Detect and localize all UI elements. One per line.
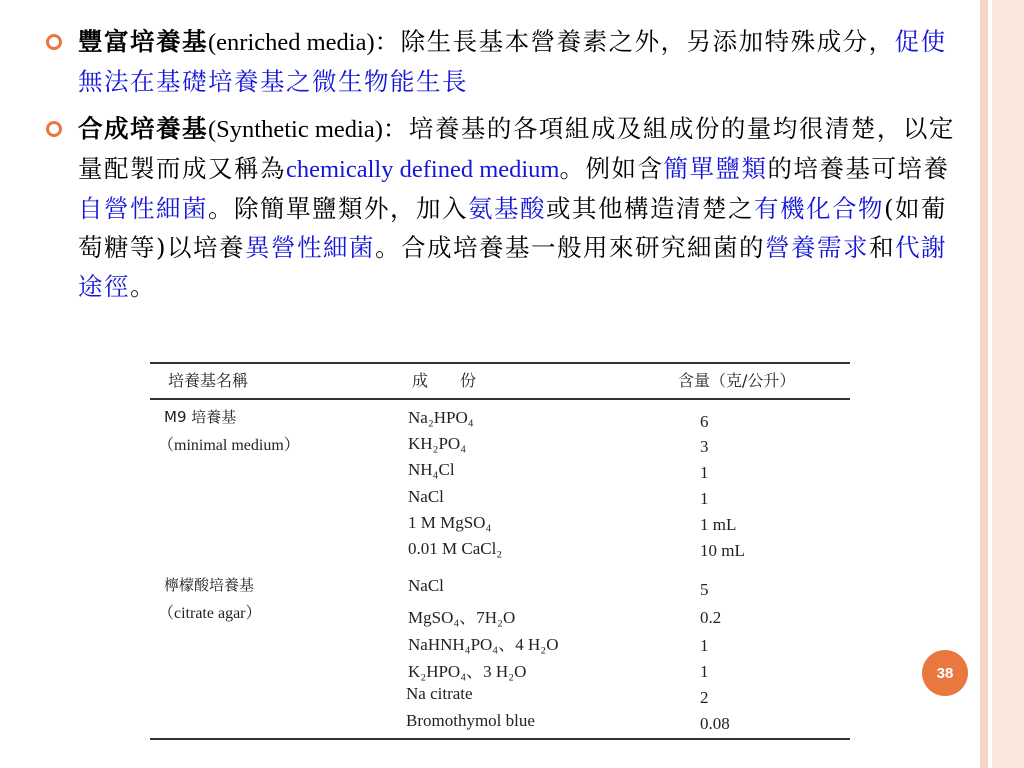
- term-en: (Synthetic media): [208, 116, 383, 143]
- highlight-en: chemically defined medium: [286, 156, 560, 183]
- text-segment: 的培養基可培養: [767, 154, 950, 183]
- bullet-icon: [46, 34, 62, 50]
- amount-cell: 1: [700, 463, 709, 482]
- component-cell: 0.01 M CaCl₂: [408, 539, 503, 558]
- bullet-enriched-media: [40, 22, 955, 101]
- component-cell: MgSO₄、7H₂O: [408, 608, 516, 627]
- component-cell: Na₂HPO₄: [408, 408, 474, 427]
- header-component: 成 份: [412, 371, 477, 390]
- text-segment: 和: [869, 233, 896, 262]
- group-name: M9 培養基: [164, 408, 237, 426]
- text-segment: 。合成培養基一般用來研究細菌的: [375, 233, 766, 262]
- highlight-text: 促使無法在基礎培養基之微生物能生長: [78, 27, 947, 96]
- table-bottom-rule: [150, 738, 850, 740]
- amount-cell: 1: [700, 489, 709, 508]
- component-cell: K₂HPO₄、3 H₂O: [408, 662, 527, 681]
- bullet-text: [78, 22, 955, 101]
- group-subtitle: （citrate agar）: [158, 605, 262, 622]
- group-subtitle: （minimal medium）: [158, 437, 300, 454]
- text-segment: (如葡萄糖等)以培養: [78, 194, 948, 262]
- highlight-text: 異營性細菌: [245, 233, 376, 262]
- table-top-rule: [150, 362, 850, 364]
- amount-cell: 2: [700, 688, 709, 707]
- text-segment: 。例如含: [559, 154, 664, 183]
- term: 合成培養基: [78, 114, 208, 143]
- bullet-synthetic-media: [40, 109, 955, 306]
- term-en: (enriched media): [208, 29, 375, 56]
- highlight-text: 營養需求: [765, 233, 870, 262]
- amount-cell: 0.2: [700, 608, 722, 627]
- media-composition-table: [150, 356, 850, 740]
- amount-cell: 10 mL: [700, 541, 745, 560]
- component-cell: NaHNH₄PO₄、4 H₂O: [408, 635, 559, 654]
- decorative-edge-band: [992, 0, 1024, 768]
- decorative-edge-stripe: [980, 0, 988, 768]
- bullet-icon: [46, 121, 62, 137]
- amount-cell: 3: [700, 437, 709, 456]
- amount-cell: 6: [700, 412, 709, 431]
- amount-cell: 1: [700, 662, 709, 681]
- text-segment: 。除簡單鹽類外，加入: [208, 194, 468, 223]
- description: ：除生長基本營養素之外，另添加特殊成分，: [374, 27, 895, 56]
- highlight-text: 自營性細菌: [78, 194, 208, 223]
- description: ：培養基的各項組成及組成份的量均很清楚，以定量配製而成又稱為: [78, 114, 955, 183]
- group-name: 檸檬酸培養基: [164, 576, 255, 594]
- amount-cell: 1 mL: [700, 515, 737, 534]
- text-segment: 或其他構造清楚之: [546, 194, 754, 223]
- component-cell: Bromothymol blue: [406, 711, 535, 730]
- header-medium-name: 培養基名稱: [168, 371, 249, 390]
- term: 豐富培養基: [78, 27, 208, 56]
- component-cell: 1 M MgSO₄: [408, 513, 492, 532]
- page-number-badge: 38: [922, 650, 968, 696]
- component-cell: NaCl: [408, 487, 444, 506]
- highlight-text: 有機化合物: [754, 194, 884, 223]
- text-segment: 。: [130, 272, 156, 301]
- header-amount: 含量（克/公升）: [678, 371, 796, 390]
- highlight-text: 氨基酸: [468, 194, 546, 223]
- amount-cell: 0.08: [700, 714, 730, 733]
- amount-cell: 1: [700, 636, 709, 655]
- component-cell: Na citrate: [406, 684, 473, 703]
- highlight-text: 簡單鹽類: [663, 154, 768, 183]
- slide-content: [40, 22, 955, 314]
- bullet-text: [78, 109, 955, 306]
- component-cell: NH₄Cl: [408, 460, 455, 479]
- amount-cell: 5: [700, 580, 709, 599]
- component-cell: KH₂PO₄: [408, 434, 467, 453]
- table-header-rule: [150, 398, 850, 400]
- highlight-text: 代謝途徑: [78, 233, 948, 301]
- component-cell: NaCl: [408, 576, 444, 595]
